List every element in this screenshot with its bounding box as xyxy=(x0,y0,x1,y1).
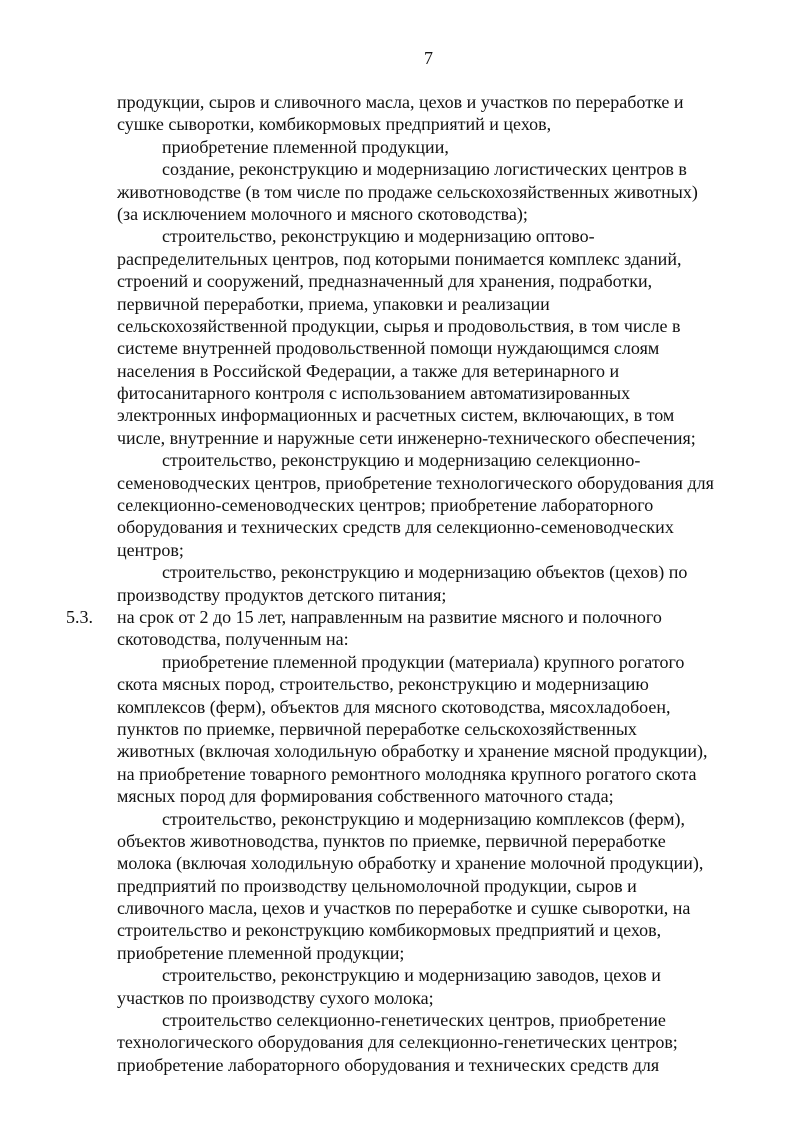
text-line xyxy=(117,158,800,180)
line-text: скотоводства, полученным на: xyxy=(117,629,349,650)
text-line xyxy=(117,875,800,897)
text-line xyxy=(117,964,800,986)
text-line xyxy=(117,203,800,225)
line-text: приобретение племенной продукции, xyxy=(162,136,449,157)
page-number: 7 xyxy=(424,48,433,68)
text-line xyxy=(117,1031,800,1053)
text-line xyxy=(117,942,800,964)
text-line xyxy=(117,1054,800,1076)
line-text: продукции, сыров и сливочного масла, цехов и участков по переработке и xyxy=(117,92,684,112)
document-body xyxy=(66,91,800,1076)
line-text: создание, реконструкцию и модернизацию логистических центров в xyxy=(162,159,687,180)
text-line xyxy=(117,987,800,1009)
text-line xyxy=(117,136,800,158)
text-line xyxy=(117,897,800,919)
text-line xyxy=(117,516,800,538)
text-line xyxy=(117,270,800,292)
line-text: строительство и реконструкцию комбикормовых предприятий и цехов, xyxy=(117,920,662,941)
line-text: строительство, реконструкцию и модернизацию объектов (цехов) по xyxy=(162,562,688,583)
text-line xyxy=(117,382,800,404)
text-line xyxy=(117,830,800,852)
text-line xyxy=(117,91,800,113)
text-line xyxy=(117,248,800,270)
item-number: 5.3. xyxy=(66,606,93,627)
numbered-paragraph-line xyxy=(66,606,800,628)
text-line xyxy=(117,293,800,315)
line-text: приобретение племенной продукции; xyxy=(117,942,405,963)
line-text: строительство, реконструкцию и модернизацию комплексов (ферм), xyxy=(162,808,685,829)
line-text: числе, внутренние и наружные сети инженерно-технического обеспечения; xyxy=(117,427,696,448)
text-line xyxy=(117,472,800,494)
line-text: участков по производству сухого молока; xyxy=(117,987,434,1008)
line-text: населения в Российской Федерации, а также для ветеринарного и xyxy=(117,360,620,381)
line-text: строительство, реконструкцию и модернизацию оптово- xyxy=(162,226,595,247)
text-line xyxy=(117,360,800,382)
text-line xyxy=(117,785,800,807)
text-line xyxy=(117,404,800,426)
line-text: пунктов по приемке, первичной переработке сельскохозяйственных xyxy=(117,718,637,739)
text-line xyxy=(117,628,800,650)
text-line xyxy=(117,539,800,561)
line-text: фитосанитарного контроля с использованием автоматизированных xyxy=(117,383,631,404)
line-text: строительство, реконструкцию и модернизацию селекционно- xyxy=(162,450,641,471)
line-text: мясных пород для формирования собственного маточного стада; xyxy=(117,786,614,807)
text-line xyxy=(117,651,800,673)
line-text: селекционно-семеноводческих центров; приобретение лабораторного xyxy=(117,495,654,516)
line-text: первичной переработки, приема, упаковки и реализации xyxy=(117,293,550,314)
text-line xyxy=(117,561,800,583)
text-line xyxy=(117,808,800,830)
line-text: распределительных центров, под которыми понимается комплекс зданий, xyxy=(117,248,682,269)
line-text: электронных информационных и расчетных систем, включающих, в том xyxy=(117,405,675,426)
text-line xyxy=(117,181,800,203)
line-text: (за исключением молочного и мясного скотоводства); xyxy=(117,203,528,224)
line-text: на срок от 2 до 15 лет, направленным на развитие мясного и полочного xyxy=(117,606,662,627)
line-text: молока (включая холодильную обработку и хранение молочной продукции), xyxy=(117,853,704,874)
line-text: комплексов (ферм), объектов для мясного скотоводства, мясохладобоен, xyxy=(117,696,671,717)
line-text: строительство, реконструкцию и модернизацию заводов, цехов и xyxy=(162,965,661,986)
text-line xyxy=(117,315,800,337)
text-line xyxy=(117,449,800,471)
line-text: приобретение племенной продукции (материала) крупного рогатого xyxy=(162,651,685,672)
line-text: сливочного масла, цехов и участков по переработке и сушке сыворотки, на xyxy=(117,898,691,919)
text-line xyxy=(117,673,800,695)
text-line xyxy=(117,852,800,874)
line-text: сельскохозяйственной продукции, сырья и продовольствия, в том числе в xyxy=(117,315,681,336)
line-text: приобретение лабораторного оборудования и технических средств для xyxy=(117,1054,660,1075)
text-line xyxy=(117,696,800,718)
line-text: строений и сооружений, предназначенный для хранения, подработки, xyxy=(117,271,653,292)
line-text: семеноводческих центров, приобретение технологического оборудования для xyxy=(117,472,714,493)
text-line xyxy=(117,740,800,762)
text-line xyxy=(117,494,800,516)
line-text: скота мясных пород, строительство, реконструкцию и модернизацию xyxy=(117,674,649,695)
text-line xyxy=(117,113,800,135)
line-text: на приобретение товарного ремонтного молодняка крупного рогатого скота xyxy=(117,763,697,784)
line-text: животноводстве (в том числе по продаже сельскохозяйственных животных) xyxy=(117,181,698,202)
text-line xyxy=(117,427,800,449)
line-text: сушке сыворотки, комбикормовых предприятий и цехов, xyxy=(117,114,552,135)
line-text: центров; xyxy=(117,539,184,560)
line-text: оборудования и технических средств для селекционно-семеноводческих xyxy=(117,517,674,538)
text-line xyxy=(117,718,800,740)
text-line xyxy=(117,584,800,606)
line-text: животных (включая холодильную обработку и хранение мясной продукции), xyxy=(117,741,708,762)
line-text: производству продуктов детского питания; xyxy=(117,584,447,605)
text-line xyxy=(117,225,800,247)
text-line xyxy=(117,1009,800,1031)
line-text: системе внутренней продовольственной помощи нуждающимся слоям xyxy=(117,338,660,359)
line-text: строительство селекционно-генетических центров, приобретение xyxy=(162,1010,666,1031)
line-text: технологического оборудования для селекционно-генетических центров; xyxy=(117,1032,678,1053)
text-line xyxy=(117,337,800,359)
text-line xyxy=(117,919,800,941)
text-line xyxy=(117,763,800,785)
line-text: предприятий по производству цельномолочной продукции, сыров и xyxy=(117,875,637,896)
line-text: объектов животноводства, пунктов по приемке, первичной переработке xyxy=(117,830,666,851)
